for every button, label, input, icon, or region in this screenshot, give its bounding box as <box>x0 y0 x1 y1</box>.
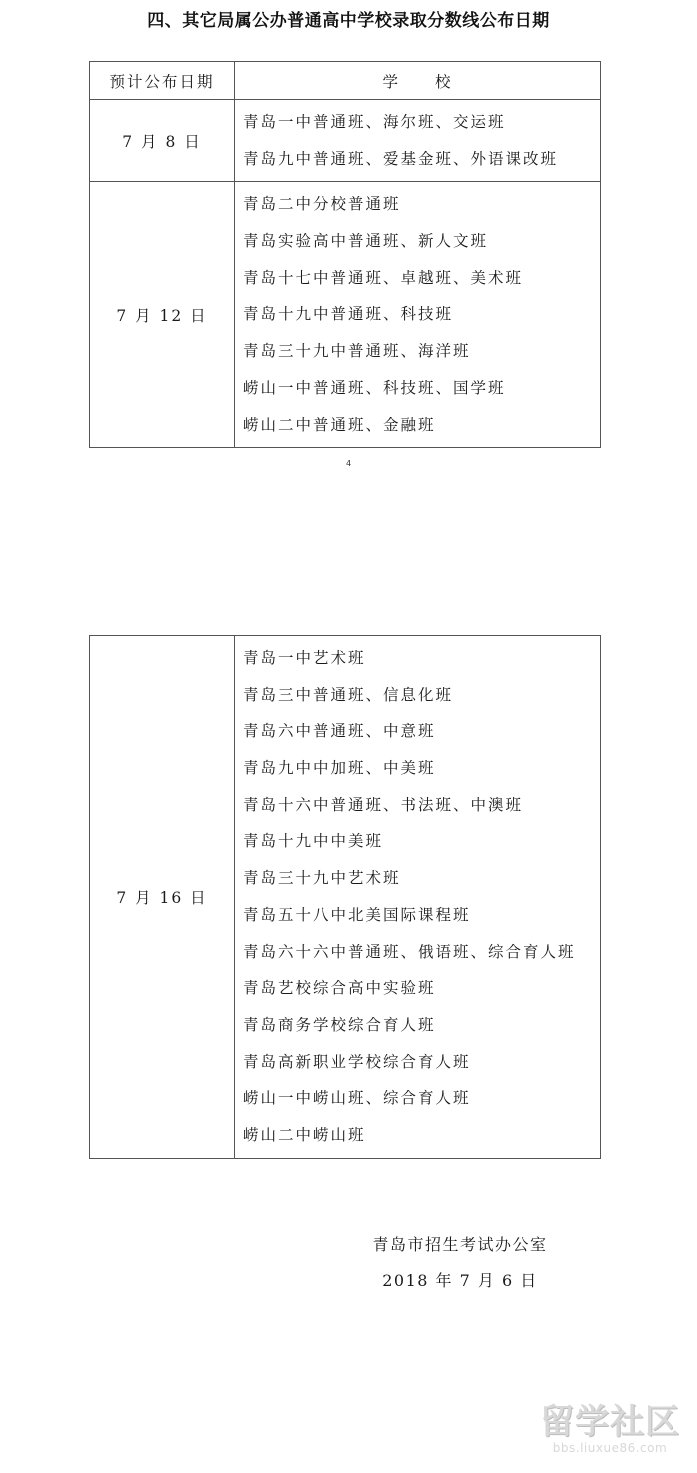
schedule-table-continued <box>89 635 601 1159</box>
release-date: 7 月 8 日 <box>90 100 235 182</box>
school-item: 青岛九中普通班、爱基金班、外语课改班 <box>243 149 559 168</box>
school-item: 青岛十九中中美班 <box>243 832 384 851</box>
table-row <box>90 636 601 1159</box>
page-title: 四、其它局属公办普通高中学校录取分数线公布日期 <box>147 11 550 31</box>
schedule-table <box>89 61 601 448</box>
school-item: 青岛高新职业学校综合育人班 <box>243 1052 471 1071</box>
header-schools: 学 校 <box>235 62 601 100</box>
school-list <box>235 100 601 182</box>
table-row <box>90 182 601 448</box>
school-item: 青岛实验高中普通班、新人文班 <box>243 232 489 251</box>
table-header-row <box>90 62 601 100</box>
watermark-logo <box>530 1403 690 1455</box>
release-date: 7 月 16 日 <box>90 636 235 1159</box>
signature-date: 2018 年 7 月 6 日 <box>382 1271 538 1290</box>
watermark-text: 留学社区 <box>540 1402 680 1442</box>
signature-org: 青岛市招生考试办公室 <box>372 1235 548 1254</box>
school-item: 青岛三十九中普通班、海洋班 <box>243 342 471 361</box>
school-item: 青岛六中普通班、中意班 <box>243 722 436 741</box>
page-number: 4 <box>345 459 352 468</box>
school-item: 青岛五十八中北美国际课程班 <box>243 905 471 924</box>
watermark-url: bbs.liuxue86.com <box>552 1441 668 1455</box>
table-row <box>90 100 601 182</box>
school-item: 青岛十六中普通班、书法班、中澳班 <box>243 795 524 814</box>
school-list <box>235 636 601 1159</box>
school-item: 青岛一中艺术班 <box>243 649 366 667</box>
school-item: 青岛艺校综合高中实验班 <box>243 979 436 998</box>
school-item: 青岛二中分校普通班 <box>243 195 401 214</box>
school-item: 青岛十七中普通班、卓越班、美术班 <box>243 268 524 287</box>
school-item: 崂山二中崂山班 <box>243 1125 366 1144</box>
school-item: 崂山一中普通班、科技班、国学班 <box>243 378 506 397</box>
release-date: 7 月 12 日 <box>90 182 235 448</box>
school-item: 崂山二中普通班、金融班 <box>243 415 436 434</box>
school-item: 青岛三中普通班、信息化班 <box>243 685 454 704</box>
school-item: 青岛一中普通班、海尔班、交运班 <box>243 113 506 131</box>
school-item: 青岛九中中加班、中美班 <box>243 759 436 778</box>
school-item: 青岛六十六中普通班、俄语班、综合育人班 <box>243 942 576 961</box>
school-item: 崂山一中崂山班、综合育人班 <box>243 1089 471 1108</box>
school-item: 青岛商务学校综合育人班 <box>243 1015 436 1034</box>
header-date: 预计公布日期 <box>90 62 235 100</box>
school-item: 青岛三十九中艺术班 <box>243 869 401 888</box>
school-list <box>235 182 601 448</box>
school-item: 青岛十九中普通班、科技班 <box>243 305 454 324</box>
